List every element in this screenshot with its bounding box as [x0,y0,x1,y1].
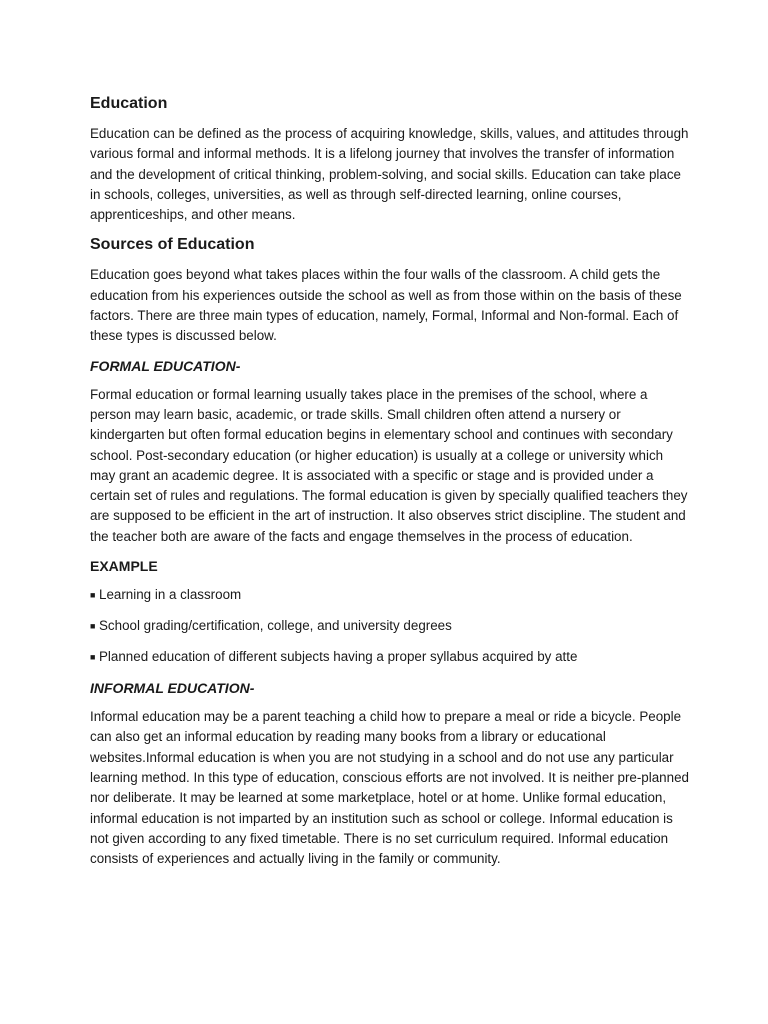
document-title: Education [90,95,168,112]
list-item-text: School grading/certification, college, and university degrees [99,618,452,634]
formal-education-heading: FORMAL EDUCATION- [90,357,241,374]
example-heading: EXAMPLE [90,558,158,575]
formal-education-paragraph: Formal education or formal learning usually takes place in the premises of the school, where a person may learn basic, academic, or trade skills. Small children often attend a nursery or kindergarten but often formal education begins in elementary school and continues with secondary school. Post-secondary education (or higher education) is usually at a college or university which may grant an academic degree. It is associated with a specific or stage and is provided under a certain set of rules and regulations. The formal education is given by specially qualified teachers they are supposed to be efficient in the art of instruction. It also observes strict discipline. The student and the teacher both are aware of the facts and engage themselves in the process of education. [90,386,688,544]
list-item-text: Learning in a classroom [99,587,242,603]
document-page [90,93,690,878]
intro-paragraph: Education can be defined as the process of acquiring knowledge, skills, values, and attitudes through various formal and informal methods. It is a lifelong journey that involves the transfer of information and the development of critical thinking, problem-solving, and social skills. Education can take place in schools, colleges, universities, as well as through self-directed learning, online courses, apprenticeships, and other means. [90,126,689,223]
bullet-icon: ■ [90,652,96,663]
bullet-icon: ■ [90,621,96,632]
bullet-icon: ■ [90,590,96,601]
list-item [90,585,690,605]
list-item-text: Planned education of different subjects having a proper syllabus acquired by atte [99,649,578,665]
informal-education-paragraph: Informal education may be a parent teaching a child how to prepare a meal or ride a bicycle. People can also get an informal education by reading many books from a library or educational websites.Informal education is when you are not studying in a school and do not use any particular learning method. In this type of education, conscious efforts are not involved. It is neither pre-planned nor deliberate. It may be learned at some marketplace, hotel or at home. Unlike formal education, informal education is not imparted by an institution such as school or college. Informal education is not given according to any fixed timetable. There is no set curriculum required. Informal education consists of experiences and actually living in the family or community. [90,709,689,867]
list-item [90,616,690,636]
list-item [90,647,690,667]
sources-heading: Sources of Education [90,236,255,254]
informal-education-heading: INFORMAL EDUCATION- [90,680,255,697]
sources-paragraph: Education goes beyond what takes places within the four walls of the classroom. A child gets the education from his experiences outside the school as well as from those within on the basis of these factors. There are three main types of education, namely, Formal, Informal and Non-formal. Each of these types is discussed below. [90,267,682,344]
